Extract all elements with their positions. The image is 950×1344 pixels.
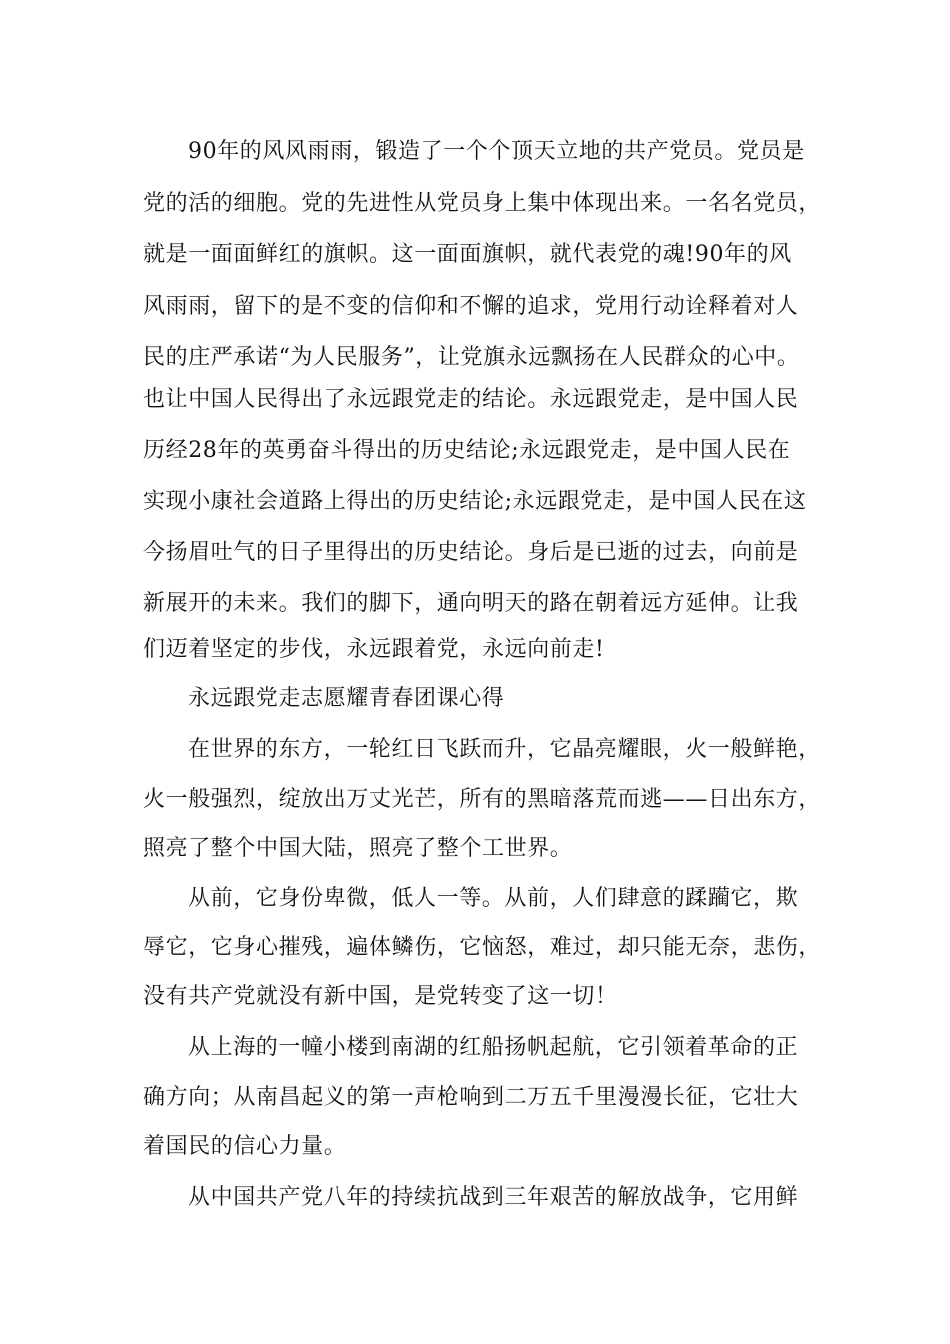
section-title: 永远跟党走志愿耀青春团课心得 <box>188 686 505 711</box>
paragraph-line: 从上海的一幢小楼到南湖的红船扬帆起航，它引领着革命的正 <box>188 1035 799 1060</box>
paragraph-line: 在世界的东方，一轮红日飞跃而升，它晶亮耀眼，火一般鲜艳， <box>188 737 821 762</box>
paragraph-line: 民的庄严承诺“为人民服务”，让党旗永远飘扬在人民群众的心中。 <box>143 345 800 370</box>
paragraph-line: 实现小康社会道路上得出的历史结论;永远跟党走，是中国人民在这 <box>143 489 807 514</box>
paragraph-line: 新展开的未来。我们的脚下，通向明天的路在朝着远方延伸。让我 <box>143 591 799 616</box>
paragraph-line: 历经28年的英勇奋斗得出的历史结论;永远跟党走，是中国人民在 <box>143 438 791 463</box>
paragraph-line: 辱它，它身心摧残，遍体鳞伤，它恼怒，难过，却只能无奈，悲伤， <box>143 935 822 960</box>
paragraph-line: 风雨雨，留下的是不变的信仰和不懈的追求，党用行动诠释着对人 <box>143 294 799 319</box>
paragraph-line: 照亮了整个中国大陆，照亮了整个工世界。 <box>143 836 573 861</box>
paragraph-line: 没有共产党就没有新中国，是党转变了这一切！ <box>143 984 618 1009</box>
paragraph-line: 党的活的细胞。党的先进性从党员身上集中体现出来。一名名党员， <box>143 191 822 216</box>
paragraph-line: 就是一面面鲜红的旗帜。这一面面旗帜，就代表党的魂!90年的风 <box>143 242 792 267</box>
paragraph-line: 火一般强烈，绽放出万丈光芒，所有的黑暗落荒而逃——日出东方， <box>143 787 822 812</box>
paragraph-line: 从前，它身份卑微，低人一等。从前，人们肆意的蹂躏它，欺 <box>188 886 799 911</box>
paragraph-line: 确方向；从南昌起义的第一声枪响到二万五千里漫漫长征，它壮大 <box>143 1085 799 1110</box>
paragraph-line: 们迈着坚定的步伐，永远跟着党，永远向前走! <box>143 637 605 662</box>
paragraph-line: 也让中国人民得出了永远跟党走的结论。永远跟党走，是中国人民 <box>143 387 799 412</box>
paragraph-line: 从中国共产党八年的持续抗战到三年艰苦的解放战争，它用鲜 <box>188 1185 799 1210</box>
paragraph-line: 着国民的信心力量。 <box>143 1134 347 1159</box>
paragraph-line: 今扬眉吐气的日子里得出的历史结论。身后是已逝的过去，向前是 <box>143 540 799 565</box>
paragraph-line: 90年的风风雨雨，锻造了一个个顶天立地的共产党员。党员是 <box>188 139 805 164</box>
